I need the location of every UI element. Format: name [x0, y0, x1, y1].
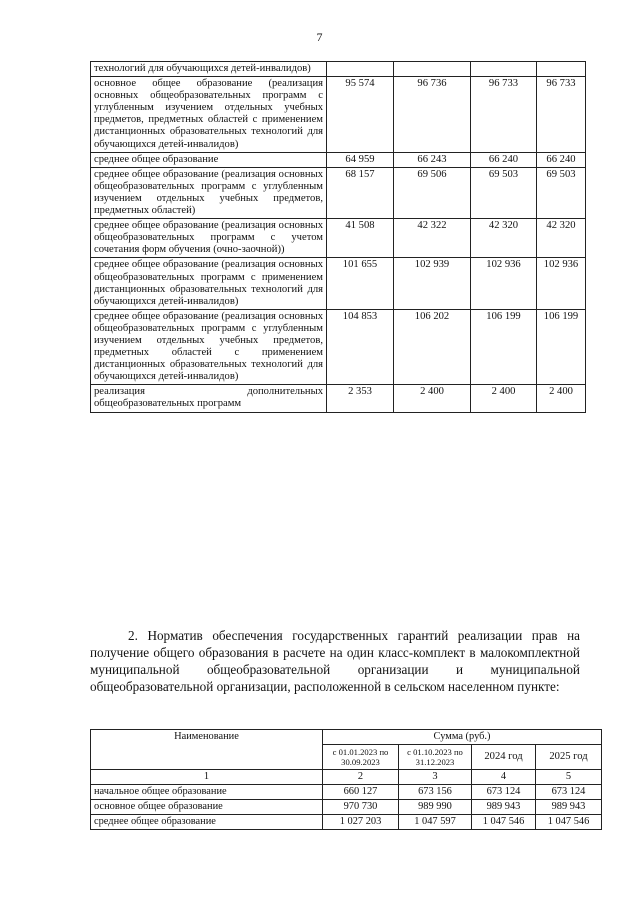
value-cell: 95 574	[327, 77, 394, 153]
value-cell: 104 853	[327, 309, 394, 385]
value-cell: 2 400	[394, 385, 471, 412]
value-cell: 1 047 546	[536, 815, 602, 830]
norm-paragraph	[90, 627, 580, 695]
row-name: реализация дополнительных общеобразовательных программ	[91, 385, 327, 412]
subheader-2025: 2025 год	[536, 745, 602, 770]
value-cell	[537, 62, 586, 77]
subheader-period-2: с 01.10.2023 по 31.12.2023	[399, 745, 472, 770]
value-cell: 2 400	[537, 385, 586, 412]
rural-norms-table	[90, 729, 602, 830]
row-name: среднее общее образование (реализация основных общеобразовательных программ с углубленным изучением отдельных учебных предметов, предметных областей с применением дистанционных образовательных технологий для обучающихся детей-инвалидов)	[91, 309, 327, 385]
table-row	[91, 152, 586, 167]
row-name: среднее общее образование	[91, 815, 323, 830]
subheader-period-1: с 01.01.2023 по 30.09.2023	[323, 745, 399, 770]
table-row	[91, 800, 602, 815]
row-name: среднее общее образование (реализация основных общеобразовательных программ с углубленным изучением отдельных учебных предметов, предметных областей)	[91, 167, 327, 218]
table-header-row	[91, 730, 602, 745]
value-cell: 69 503	[471, 167, 537, 218]
row-name: основное общее образование	[91, 800, 323, 815]
value-cell: 66 240	[537, 152, 586, 167]
page-number: 7	[316, 30, 323, 44]
value-cell: 66 243	[394, 152, 471, 167]
value-cell: 660 127	[323, 785, 399, 800]
value-cell: 106 202	[394, 309, 471, 385]
row-name: основное общее образование (реализация основных общеобразовательных программ с углубленным изучением отдельных учебных предметов, предметных областей с применением дистанционных образовательных технологий для обучающихся детей-инвалидов)	[91, 77, 327, 153]
column-number: 5	[536, 770, 602, 785]
value-cell: 102 939	[394, 258, 471, 309]
row-name: технологий для обучающихся детей-инвалидов)	[91, 62, 327, 77]
row-name: среднее общее образование (реализация основных общеобразовательных программ с учетом сочетания форм обучения (очно-заочной))	[91, 219, 327, 258]
value-cell: 673 124	[536, 785, 602, 800]
value-cell: 673 124	[472, 785, 536, 800]
table-row	[91, 785, 602, 800]
value-cell: 102 936	[471, 258, 537, 309]
value-cell: 2 400	[471, 385, 537, 412]
column-number-row	[91, 770, 602, 785]
header-sum: Сумма (руб.)	[323, 730, 602, 745]
value-cell: 41 508	[327, 219, 394, 258]
value-cell: 2 353	[327, 385, 394, 412]
value-cell: 42 320	[537, 219, 586, 258]
table-row	[91, 219, 586, 258]
table-row	[91, 815, 602, 830]
table-row	[91, 309, 586, 385]
value-cell: 1 027 203	[323, 815, 399, 830]
value-cell: 96 733	[537, 77, 586, 153]
value-cell: 66 240	[471, 152, 537, 167]
value-cell: 102 936	[537, 258, 586, 309]
value-cell: 989 943	[472, 800, 536, 815]
value-cell: 96 736	[394, 77, 471, 153]
norms-table-continued	[90, 61, 586, 413]
value-cell: 106 199	[471, 309, 537, 385]
table-row	[91, 77, 586, 153]
value-cell: 101 655	[327, 258, 394, 309]
paragraph-text: 2. Норматив обеспечения государственных гарантий реализации прав на получение общего образования в расчете на один класс-комплект в малокомплектной муниципальной общеобразовательной организации и муниципальной общеобразовательной организации, расположенной в сельском населенном пункте:	[90, 628, 580, 694]
value-cell: 96 733	[471, 77, 537, 153]
value-cell	[327, 62, 394, 77]
table-row	[91, 258, 586, 309]
value-cell: 989 943	[536, 800, 602, 815]
table-row	[91, 167, 586, 218]
value-cell: 106 199	[537, 309, 586, 385]
value-cell: 970 730	[323, 800, 399, 815]
column-number: 4	[472, 770, 536, 785]
value-cell	[394, 62, 471, 77]
value-cell: 69 503	[537, 167, 586, 218]
subheader-2024: 2024 год	[472, 745, 536, 770]
value-cell: 1 047 546	[472, 815, 536, 830]
value-cell: 989 990	[399, 800, 472, 815]
value-cell: 64 959	[327, 152, 394, 167]
column-number: 1	[91, 770, 323, 785]
header-name: Наименование	[91, 730, 323, 770]
column-number: 2	[323, 770, 399, 785]
value-cell: 68 157	[327, 167, 394, 218]
value-cell: 1 047 597	[399, 815, 472, 830]
value-cell	[471, 62, 537, 77]
row-name: среднее общее образование (реализация основных общеобразовательных программ с применением дистанционных образовательных технологий для обучающихся детей-инвалидов)	[91, 258, 327, 309]
value-cell: 42 320	[471, 219, 537, 258]
table-row	[91, 385, 586, 412]
value-cell: 42 322	[394, 219, 471, 258]
column-number: 3	[399, 770, 472, 785]
row-name: среднее общее образование	[91, 152, 327, 167]
table-row	[91, 62, 586, 77]
value-cell: 673 156	[399, 785, 472, 800]
row-name: начальное общее образование	[91, 785, 323, 800]
value-cell: 69 506	[394, 167, 471, 218]
